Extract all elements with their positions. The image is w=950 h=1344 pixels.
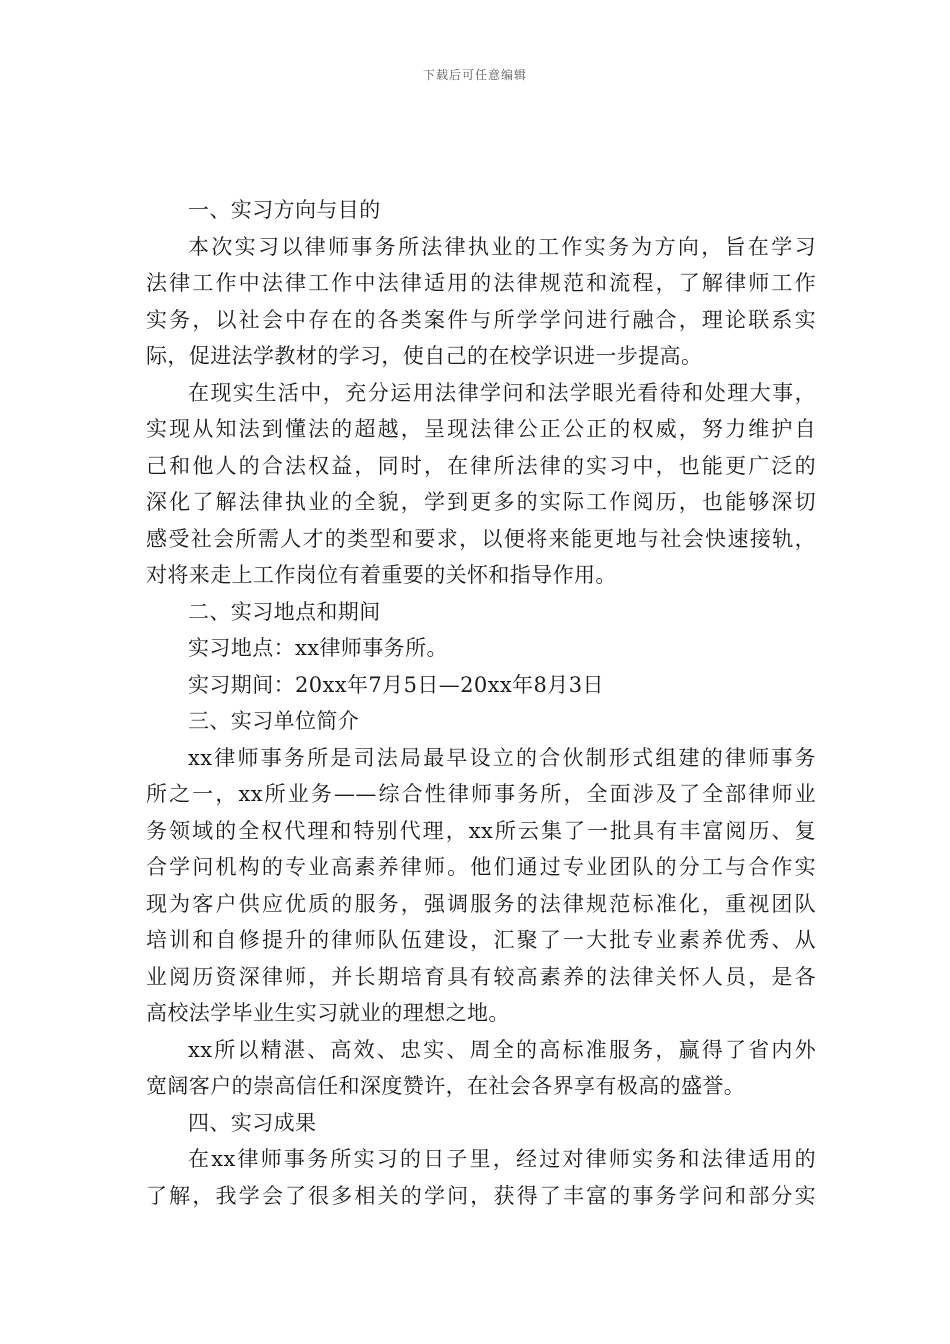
- text-line: 在现实生活中，充分运用法律学问和法学眼光看待和处理大事，: [188, 380, 816, 405]
- text-line: 己和他人的合法权益，同时，在律所法律的实习中，也能更广泛的: [146, 453, 816, 478]
- page-header: 下载后可任意编辑: [422, 68, 527, 82]
- text-line: 所之一，xx所业务——综合性律师事务所，全面涉及了全部律师业: [146, 782, 816, 806]
- text-line: 业阅历资深律师，并长期培育具有较高素养的法律关怀人员，是各: [146, 964, 816, 989]
- text-line: 本次实习以律师事务所法律执业的工作实务为方向，旨在学习: [188, 234, 816, 259]
- text-line: 对将来走上工作岗位有着重要的关怀和指导作用。: [146, 563, 617, 587]
- text-line: 实习地点：xx律师事务所。: [188, 636, 448, 660]
- text-line: 合学问机构的专业高素养律师。他们通过专业团队的分工与合作实: [146, 855, 816, 879]
- text-line: 宽阔客户的崇高信任和深度赞许，在社会各界享有极高的盛誉。: [146, 1074, 746, 1098]
- text-line: 高校法学毕业生实习就业的理想之地。: [146, 1001, 510, 1025]
- text-line: 了解，我学会了很多相关的学问，获得了丰富的事务学问和部分实: [146, 1183, 816, 1208]
- text-line: 现为客户供应优质的服务，强调服务的法律规范标准化，重视团队: [146, 891, 816, 916]
- text-line: 务领域的全权代理和特别代理，xx所云集了一批具有丰富阅历、复: [146, 818, 816, 843]
- text-line: xx律师事务所是司法局最早设立的合伙制形式组建的律师事务: [188, 745, 816, 770]
- text-line: 培训和自修提升的律师队伍建设，汇聚了一大批专业素养优秀、从: [146, 928, 816, 952]
- text-line: 实习期间：20xx年7月5日—20xx年8月3日: [188, 672, 604, 697]
- text-line: 实务，以社会中存在的各类案件与所学学问进行融合，理论联系实: [146, 307, 816, 332]
- text-line: 实现从知法到懂法的超越，呈现法律公正公正的权威，努力维护自: [146, 417, 816, 441]
- text-line: 感受社会所需人才的类型和要求，以便将来能更地与社会快速接轨，: [146, 526, 816, 551]
- text-line: 际，促进法学教材的学习，使自己的在校学识进一步提高。: [146, 344, 703, 368]
- text-line: 深化了解法律执业的全貌，学到更多的实际工作阅历，也能够深切: [146, 490, 816, 514]
- text-line: 二、实习地点和期间: [188, 599, 381, 624]
- text-line: 四、实习成果: [188, 1110, 317, 1135]
- text-line: xx所以精湛、高效、忠实、周全的高标准服务，赢得了省内外: [188, 1037, 816, 1062]
- document-body: [146, 192, 816, 1214]
- text-line: 法律工作中法律工作中法律适用的法律规范和流程，了解律师工作: [146, 271, 816, 295]
- text-line: 三、实习单位简介: [188, 709, 360, 733]
- text-line: 在xx律师事务所实习的日子里，经过对律师实务和法律适用的: [188, 1147, 816, 1171]
- text-line: 一、实习方向与目的: [188, 198, 381, 222]
